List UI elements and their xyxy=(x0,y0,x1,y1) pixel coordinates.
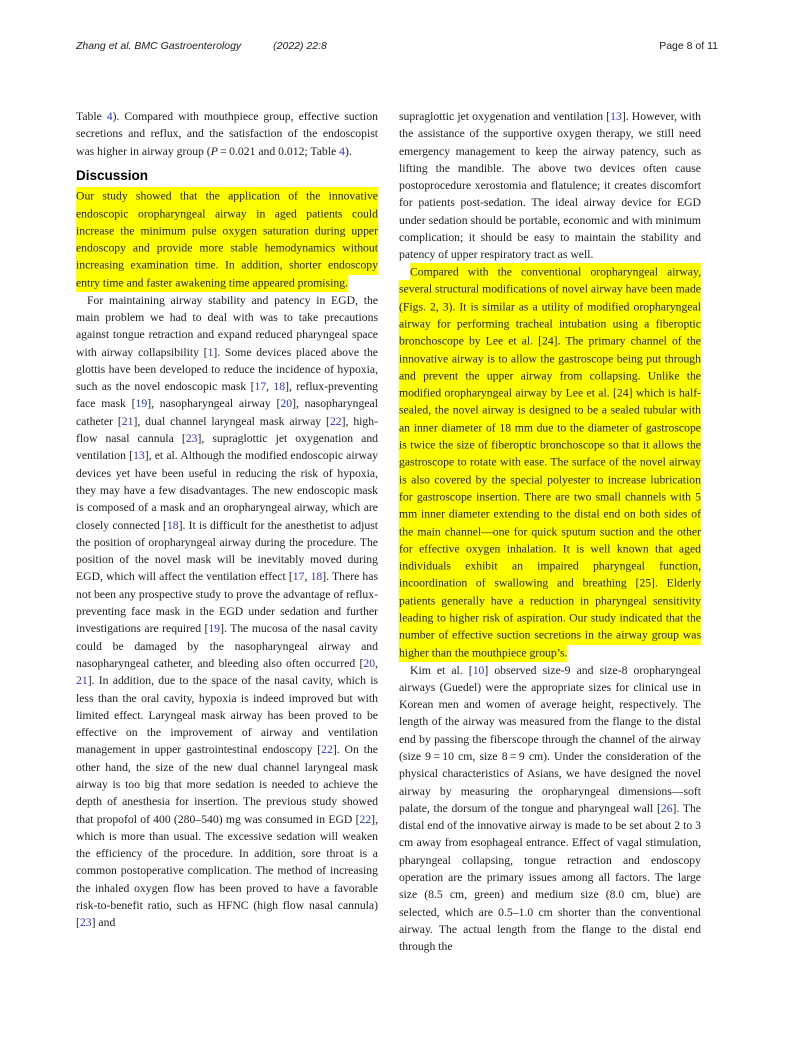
text-run: , xyxy=(304,570,311,584)
paragraph-table4-results xyxy=(76,108,378,160)
issue-info: (2022) 22:8 xyxy=(273,40,327,52)
citation-link[interactable]: 18 xyxy=(310,570,323,584)
text-run: ). xyxy=(344,144,352,158)
text-run: Our study showed that the application of the innovative endoscopic oropharyngeal airway in aged patients could increase the minimum pulse oxygen saturation during upper endoscopy and provide more stable hemodynamics without increasing examination time. In addition, shorter endoscopy entry time and faster awakening time appeared promising. xyxy=(76,189,378,290)
left-column xyxy=(76,108,378,956)
running-head xyxy=(76,40,327,52)
paragraph-highlighted-summary xyxy=(76,188,378,292)
citation-link[interactable]: 17 xyxy=(292,570,305,584)
text-run: , xyxy=(266,380,274,394)
citation-link[interactable]: 23 xyxy=(185,432,198,446)
text-run: ]. The mucosa of the nasal cavity could be damaged by the nasopharyngeal airway and nasopharyngeal catheter, and bleeding also often occurred [ xyxy=(76,622,378,670)
text-run: P xyxy=(210,144,218,158)
citation-link[interactable]: 19 xyxy=(208,622,221,636)
text-run: ). Compared with mouthpiece group, effective suction secretions and reflux, and the satisfaction of the endoscopist was higher in airway group ( xyxy=(76,110,378,158)
text-run: ]. However, with the assistance of the supportive oxygen therapy, we still need emergency management to keep the airway patency, such as lifting the mandible. The above two devices often cause postoprocedure xerostomia and flatulence; it creates discomfort for patients post-sedation. The ideal airway device for EGD under sedation should be portable, economic and with minimum complication; it should be easy to maintain the stability and patency of upper respiratory tract as well. xyxy=(399,110,702,262)
journal-citation: Zhang et al. BMC Gastroenterology xyxy=(76,40,242,52)
text-run: ]. Some devices placed above the glottis have been developed to reduce the incidence of hypoxia, such as the novel endoscopic mask [ xyxy=(76,345,378,394)
paragraph-airway-devices xyxy=(76,292,378,932)
text-run: ], dual channel laryngeal mask airway [ xyxy=(133,414,330,428)
text-run: ], nasopharyngeal catheter [ xyxy=(76,397,378,428)
section-heading-discussion: Discussion xyxy=(76,167,149,183)
citation-link[interactable]: 10 xyxy=(472,663,485,677)
text-run: Table xyxy=(76,110,107,123)
paragraph-kim-et-al xyxy=(399,662,701,956)
citation-link[interactable]: 17 xyxy=(254,380,267,394)
page-number: Page 8 of 11 xyxy=(659,40,718,52)
text-run: ]. On the other hand, the size of the new dual channel laryngeal mask airway is too big that more sedation is needed to achieve the depth of anesthesia for insertion. The previous study showed that propofol of 400 (280–540) mg was consumed in EGD [ xyxy=(76,743,378,826)
text-run: = 0.021 and 0.012; Table xyxy=(217,144,340,158)
text-run: ], supraglottic jet oxygenation and ventilation [ xyxy=(76,432,379,463)
citation-link[interactable]: 4 xyxy=(106,110,113,123)
citation-link[interactable]: 18 xyxy=(273,380,286,394)
text-run: ] and xyxy=(91,916,116,930)
text-run: For maintaining airway stability and patency in EGD, the main problem we had to deal with was to take precautions against tongue retraction and expand reduced pharyngeal space with airway collapsibility [ xyxy=(76,293,378,359)
highlight-span xyxy=(76,187,378,292)
citation-link[interactable]: 23 xyxy=(79,916,92,930)
citation-link[interactable]: 21 xyxy=(121,414,134,428)
citation-link[interactable]: 26 xyxy=(660,801,673,815)
text-run: ]. The distal end of the innovative airway is made to be set about 2 to 3 cm away from esophageal entrance. Effect of vagal stimulation, pharyngeal collapsing, tongue retraction and endoscopy operation are the primary issues among all factors. The large size (8.5 cm, green) and medium size (8.0 cm, blue) are selected, which are 0.5–1.0 cm shorter than the conventional airway. The actual length from the flange to the distal end through the xyxy=(399,801,701,954)
text-run: ]. There has not been any prospective study to prove the advantage of reflux-preventing face mask in the EGD under sedation and further investigations are required [ xyxy=(76,570,379,636)
paragraph-oxygenation-continued xyxy=(399,108,701,264)
citation-link[interactable]: 19 xyxy=(135,397,148,411)
citation-link[interactable]: 18 xyxy=(166,518,179,532)
text-run: ], high-flow nasal cannula [ xyxy=(76,414,379,446)
citation-link[interactable]: 22 xyxy=(321,743,333,757)
text-run: ]. In addition, due to the space of the nasal cavity, which is less than the oral cavity, hypoxia is indeed improved but with limited effect. Laryngeal mask airway has been proved to be effective on the improvement of airway and ventilation management in upper gastrointestinal endoscopy [ xyxy=(76,674,378,757)
citation-link[interactable]: 13 xyxy=(133,449,145,463)
citation-link[interactable]: 20 xyxy=(280,397,293,411)
text-run: ] observed size-9 and size-8 oropharyngeal airways (Guedel) were the appropriate sizes for clinical use in Korean men and women of average height, respectively. The length of the airway was measured from the flange to the distal end by passing the fiberscope through the channel of the airway (size 9 = 10 cm, size 8 = 9 cm). Under the consideration of the physical characteristics of Asians, we have designed the novel airway by measuring the oropharyngeal dimensions—soft palate, the dorsum of the tongue and pharyngeal wall [ xyxy=(399,663,701,815)
two-column-body xyxy=(76,108,718,956)
citation-link[interactable]: 21 xyxy=(76,674,88,688)
text-run: ]. It is difficult for the anesthetist to adjust the position of oropharyngeal airway during the procedure. The position of the novel mask will be inevitably moved during EGD, which will affect the ventilation effect [ xyxy=(76,518,378,584)
right-column xyxy=(399,108,701,956)
citation-link[interactable]: 13 xyxy=(610,110,622,123)
citation-link[interactable]: 22 xyxy=(329,414,342,428)
text-run: Compared with the conventional oropharyngeal airway, several structural modifications of novel airway have been made (Figs. 2, 3). It is similar as a utility of modified oropharyngeal airway for performing tracheal intubation using a fiberoptic bronchoscope by Lee et al. [24]. The primary channel of the innovative airway is to allow the gastroscope being put through and prevent the upper airway from collapsing. Unlike the modified oropharyngeal airway by Lee et al. [24] which is half-sealed, the novel airway is designed to be a sealed tubular with an inner diameter of 18 mm due to the diameter of gastroscope is twice the size of fiberoptic bronchoscope so that it allows the gastroscope to rotate with ease. The surface of the novel airway is also covered by the special polyester to increase lubrication for gastroscope insertion. There are two small channels with 5 mm inner diameter extending to the distal end on both sides of the main channel—one for quick sputum suction and the other for effective oxygen inhalation. It is well known that aged individuals exhibit an impaired pharyngeal function, incoordination of swallowing and breathing [25]. Elderly patients generally have a reduction in pharyngeal sensitivity leading to higher risk of aspiration. Our study indicated that the number of effective suction secretions in the airway group was higher than the mouthpiece group’s. xyxy=(399,265,701,660)
text-run: supraglottic jet oxygenation and ventilation [ xyxy=(399,110,611,123)
paragraph-highlighted-novel-airway xyxy=(399,264,701,662)
text-run: ], reflux-preventing face mask [ xyxy=(76,380,379,411)
text-run: ], et al. Although the modified endoscopic airway devices yet have been useful in reducing the risk of hypoxia, they may have a few disadvantages. The new endoscopic mask is composed of a mask and an oropharyngeal airway, which are closely connected [ xyxy=(76,449,378,532)
text-run: , xyxy=(375,656,378,670)
citation-link[interactable]: 20 xyxy=(363,656,376,670)
text-run: Kim et al. [ xyxy=(410,663,473,677)
text-run: ], nasopharyngeal airway [ xyxy=(147,397,281,411)
citation-link[interactable]: 22 xyxy=(359,812,372,826)
highlight-span xyxy=(399,263,701,662)
citation-link[interactable]: 4 xyxy=(339,144,345,158)
citation-link[interactable]: 1 xyxy=(207,345,214,359)
page-header xyxy=(76,40,718,52)
text-run: ], which is more than usual. The excessive sedation will weaken the efficiency of the procedure. In addition, sore throat is a common postoperative complication. The method of increasing the inhaled oxygen flow has been proved to have a favorable risk-to-benefit ratio, such as HFNC (high flow nasal cannula) [ xyxy=(76,812,378,930)
